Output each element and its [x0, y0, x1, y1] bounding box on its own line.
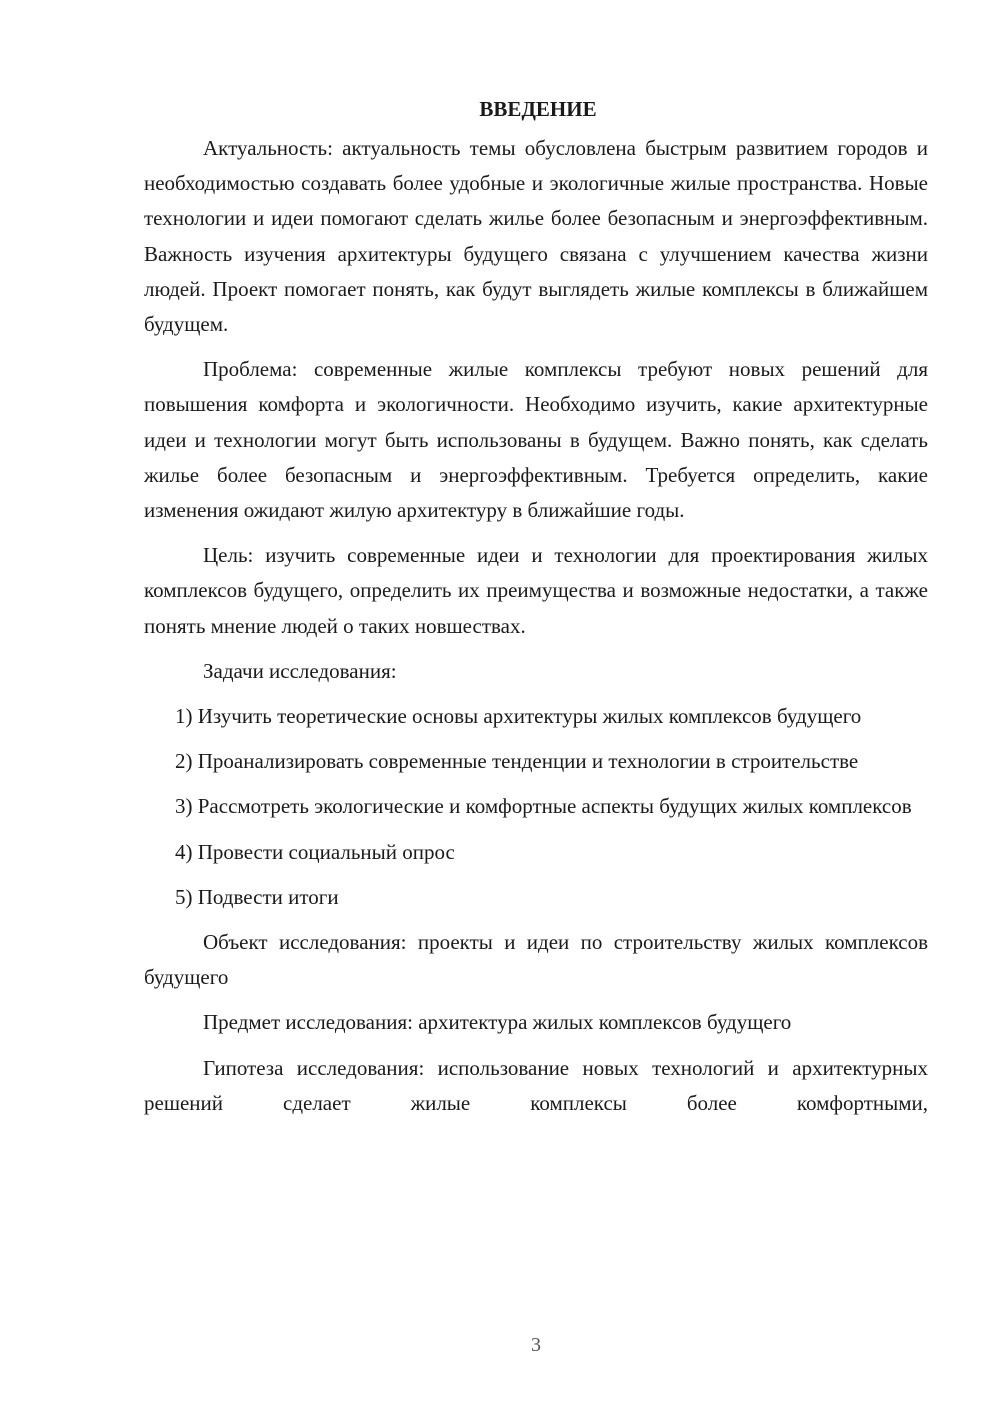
list-item: 5) Подвести итоги — [175, 884, 339, 909]
list-item: 2) Проанализировать современные тенденции и технологии в строительстве — [175, 749, 859, 774]
paragraph-object: Объект исследования: проекты и идеи по строительству жилых комплексов будущего — [144, 930, 928, 990]
paragraph-problem: Проблема: современные жилые комплексы требуют новых решений для повышения комфорта и экологичности. Необходимо изучить, какие архитектурные идеи и технологии могут быть использованы в будущем. Важно понять, как сделать жилье более безопасным и энергоэффективным. Требуется определить, какие изменения ожидают жилую архитектуру в ближайшие годы. — [144, 357, 928, 523]
list-item: 4) Провести социальный опрос — [175, 839, 455, 864]
paragraph-goal: Цель: изучить современные идеи и технологии для проектирования жилых комплексов будущего, определить их преимущества и возможные недостатки, а также понять мнение людей о таких новшествах. — [144, 543, 928, 638]
tasks-list — [144, 699, 928, 915]
tasks-heading: Задачи исследования: — [203, 658, 397, 683]
list-item: 1) Изучить теоретические основы архитектуры жилых комплексов будущего — [175, 704, 862, 729]
page-number: 3 — [531, 1334, 541, 1356]
document-page — [144, 92, 928, 1131]
paragraph-relevance: Актуальность: актуальность темы обусловлена быстрым развитием городов и необходимостью создавать более удобные и экологичные жилые пространства. Новые технологии и идеи помогают сделать жилье более безопасным и энергоэффективным. Важность изучения архитектуры будущего связана с улучшением качества жизни людей. Проект помогает понять, как будут выглядеть жилые комплексы в ближайшем будущем. — [144, 136, 928, 337]
list-item: 3) Рассмотреть экологические и комфортные аспекты будущих жилых комплексов — [175, 794, 912, 819]
section-title: ВВЕДЕНИЕ — [479, 97, 597, 121]
paragraph-hypothesis: Гипотеза исследования: использование новых технологий и архитектурных решений сделает жилые комплексы более комфортными, — [144, 1055, 928, 1115]
paragraph-subject: Предмет исследования: архитектура жилых комплексов будущего — [203, 1010, 792, 1035]
